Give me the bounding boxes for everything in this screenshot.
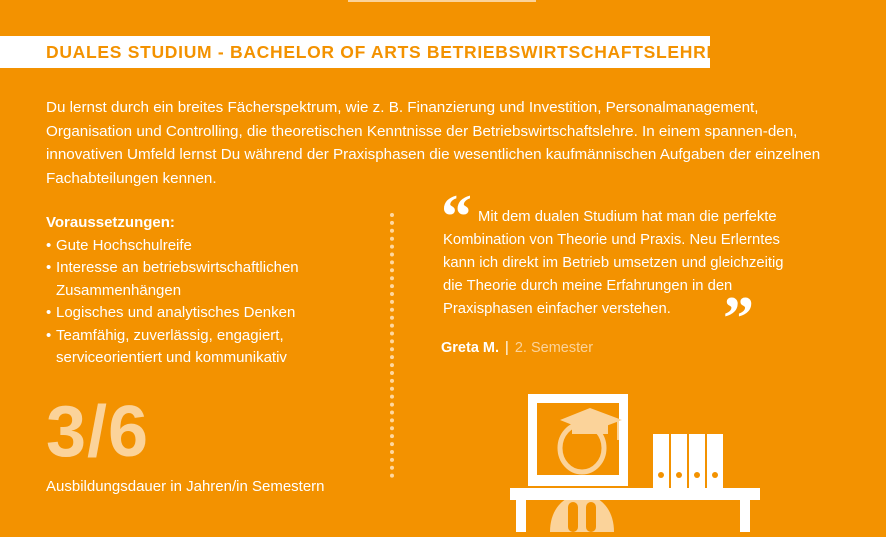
title-banner [0, 36, 719, 68]
top-divider-line [348, 0, 536, 2]
dotted-divider [390, 213, 394, 478]
requirement-item: • Gute Hochschulreife [46, 235, 376, 258]
requirements-section [46, 212, 376, 370]
requirement-item: • Logisches und analytisches Denken [46, 302, 376, 325]
testimonial-quote: Mit dem dualen Studium hat man die perfekte Kombination von Theorie und Praxis. Neu Erlerntes kann ich direkt im Betrieb umsetzen und gleichzeitig die Theorie durch meine Erfahrungen in den Praxisphasen einfacher verstehen. [443, 209, 784, 317]
requirement-item: • Interesse an betriebswirtschaftlichen Zusammenhängen [46, 257, 376, 302]
quote-close-icon: ” [723, 285, 754, 353]
author-semester: 2. Semester [514, 340, 594, 356]
intro-paragraph: Du lernst durch ein breites Fächerspektrum, wie z. B. Finanzierung und Investition, Personalmanagement, Organisation und Controlling, die theoretischen Kenntnisse der Betriebswirtschaftslehre. In einem spannen-den, innovativen Umfeld lernst Du während der Praxisphasen die wesentlichen kaufmännischen Aufgaben der einzelnen Fachabteilungen kennen. [46, 99, 821, 187]
requirement-item: • Teamfähig, zuverlässig, engagiert, serviceorientiert und kommunikativ [46, 325, 376, 370]
quote-open-icon: “ [441, 183, 472, 251]
author-separator: | [505, 340, 509, 356]
duration-label: Ausbildungsdauer in Jahren/in Semestern [46, 478, 325, 495]
page-title: DUALES STUDIUM - BACHELOR OF ARTS BETRIEBSWIRTSCHAFTSLEHRE [46, 41, 719, 62]
author-name: Greta M. [441, 340, 500, 356]
duration-stat: 3/6 [46, 392, 150, 472]
requirements-list [46, 235, 376, 370]
requirements-heading: Voraussetzungen: [46, 214, 175, 231]
quote-author [441, 340, 593, 356]
student-at-desk-illustration [510, 390, 760, 537]
